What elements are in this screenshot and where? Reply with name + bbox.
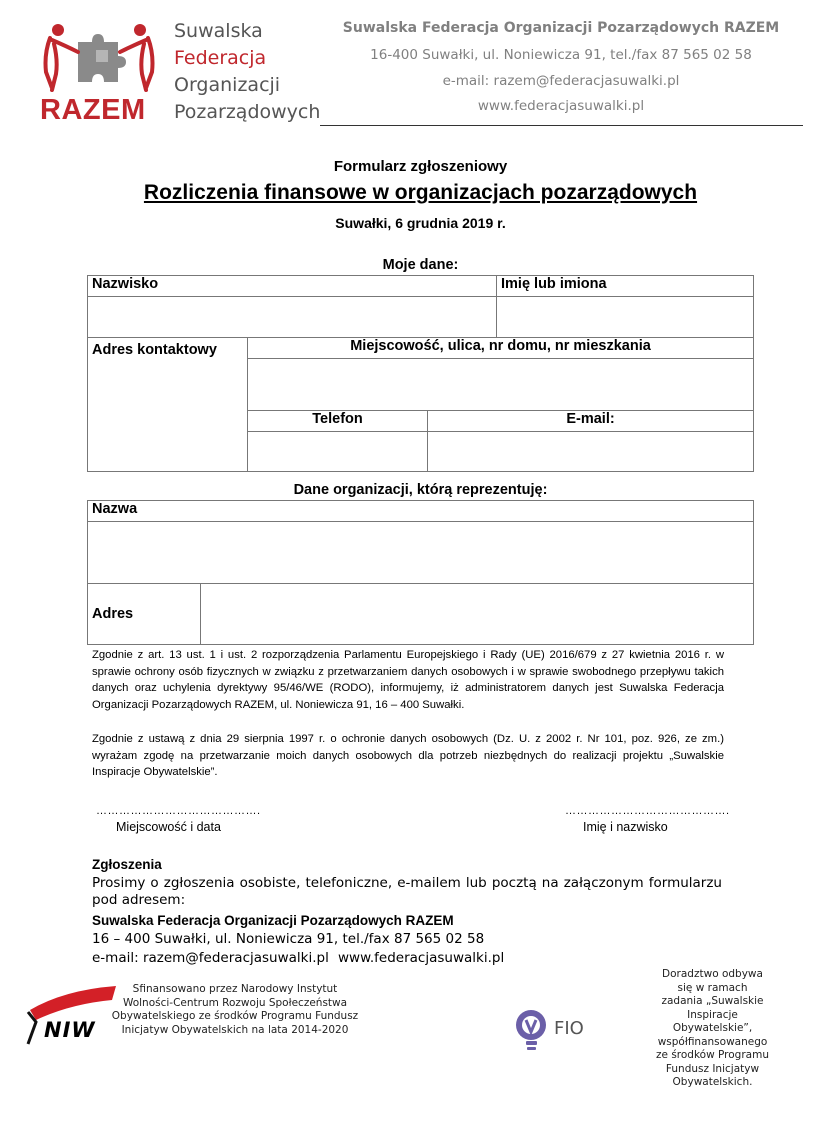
first-name-label: Imię lub imiona bbox=[497, 276, 754, 297]
street-label: Miejscowość, ulica, nr domu, nr mieszkania bbox=[248, 338, 754, 359]
logo-text-line: Federacja bbox=[174, 47, 267, 69]
logo-razem: RAZEM bbox=[40, 94, 146, 126]
applications-text: Prosimy o zgłoszenia osobiste, telefoniczne, e-mailem lub pocztą na załączonym formularzu pod adresem: bbox=[92, 875, 722, 908]
gdpr-notice: Zgodnie z art. 13 ust. 1 i ust. 2 rozporządzenia Parlamentu Europejskiego i Rady (UE) 2016/679 z 27 kwietnia 2016 r. w sprawie ochrony osób fizycznych w związku z przetwarzaniem danych osobowych i w sprawie swobodnego przepływu takich danych oraz uchylenia dyrektywy 95/46/WE (RODO), informujemy, iż administratorem danych jest Suwalska Federacja Organizacji Pozarządowych RAZEM, ul. Noniewicza 91, 16 – 400 Suwałki. bbox=[92, 649, 724, 712]
form-label: Formularz zgłoszeniowy bbox=[333, 158, 508, 175]
org-address-label: Adres bbox=[88, 584, 201, 645]
name-label: Imię i nazwisko bbox=[583, 820, 668, 834]
consent-statement: Zgodnie z ustawą z dnia 29 sierpnia 1997 r. o ochronie danych osobowych (Dz. U. z 2002 r. Nr 101, poz. 926, ze zm.) wyrażam zgodę na przetwarzanie moich danych osobowych dla potrzeb niezbędnych do realizacji projektu „Suwalskie Inspiracje Obywatelskie”. bbox=[92, 733, 724, 779]
header-address: 16-400 Suwałki, ul. Noniewicza 91, tel./fax 87 565 02 58 bbox=[370, 47, 752, 63]
street-field[interactable] bbox=[248, 359, 754, 411]
applications-org: Suwalska Federacja Organizacji Pozarządowych RAZEM bbox=[92, 913, 454, 928]
applications-email: e-mail: razem@federacjasuwalki.pl bbox=[92, 950, 329, 966]
applications-heading: Zgłoszenia bbox=[92, 857, 162, 872]
place-date: Suwałki, 6 grudnia 2019 r. bbox=[335, 215, 506, 231]
niw-logo bbox=[24, 982, 122, 1046]
niw-logo-text: NIW bbox=[44, 1018, 96, 1042]
logo-text-line: Suwalska bbox=[174, 20, 263, 42]
applications-address: 16 – 400 Suwałki, ul. Noniewicza 91, tel./fax 87 565 02 58 bbox=[92, 931, 485, 947]
phone-label: Telefon bbox=[248, 411, 428, 432]
applications-website: www.federacjasuwalki.pl bbox=[338, 950, 505, 966]
org-address-field[interactable] bbox=[201, 584, 754, 645]
email-field[interactable] bbox=[428, 432, 754, 472]
logo-text-line: Organizacji bbox=[174, 74, 281, 96]
surname-field[interactable] bbox=[88, 297, 497, 338]
niw-funding-text: Sfinansowano przez Narodowy Instytut Wolności-Centrum Rozwoju Społeczeństwa Obywatelskiego ze środków Programu Fundusz Inicjatyw Obywatelskich na lata 2014-2020 bbox=[111, 983, 359, 1036]
page-title: Rozliczenia finansowe w organizacjach pozarządowych bbox=[143, 181, 698, 204]
fio-logo-text: FIO bbox=[554, 1018, 584, 1039]
personal-data-heading: Moje dane: bbox=[382, 257, 459, 273]
email-label: E-mail: bbox=[428, 411, 754, 432]
personal-data-table-address bbox=[87, 337, 754, 472]
org-name-label: Nazwa bbox=[88, 501, 754, 522]
header-website: www.federacjasuwalki.pl bbox=[477, 98, 645, 114]
personal-data-table-top bbox=[87, 275, 754, 338]
org-name-field[interactable] bbox=[88, 522, 754, 584]
signature-line-left: ……………………………………. bbox=[96, 805, 261, 817]
header-org-name: Suwalska Federacja Organizacji Pozarządowych RAZEM bbox=[342, 20, 780, 36]
organization-table bbox=[87, 500, 754, 645]
lightbulb-icon bbox=[514, 1008, 550, 1054]
logo-text-line: Pozarządowych bbox=[174, 101, 321, 123]
surname-label: Nazwisko bbox=[88, 276, 497, 297]
phone-field[interactable] bbox=[248, 432, 428, 472]
header-divider bbox=[320, 125, 803, 126]
signature-line-right: ……………………………………. bbox=[565, 805, 730, 817]
advisory-note: Doradztwo odbywa się w ramach zadania „Suwalskie Inspiracje Obywatelskie”, współfinansowanego ze środków Programu Fundusz Inicjatyw Obywatelskich. bbox=[656, 968, 769, 1088]
fio-logo bbox=[514, 1008, 604, 1054]
puzzle-people-icon bbox=[40, 20, 158, 92]
first-name-field[interactable] bbox=[497, 297, 754, 338]
address-label: Adres kontaktowy bbox=[88, 338, 248, 472]
organization-heading: Dane organizacji, którą reprezentuję: bbox=[293, 482, 548, 498]
header-email: e-mail: razem@federacjasuwalki.pl bbox=[442, 73, 680, 89]
place-date-label: Miejscowość i data bbox=[116, 820, 221, 834]
